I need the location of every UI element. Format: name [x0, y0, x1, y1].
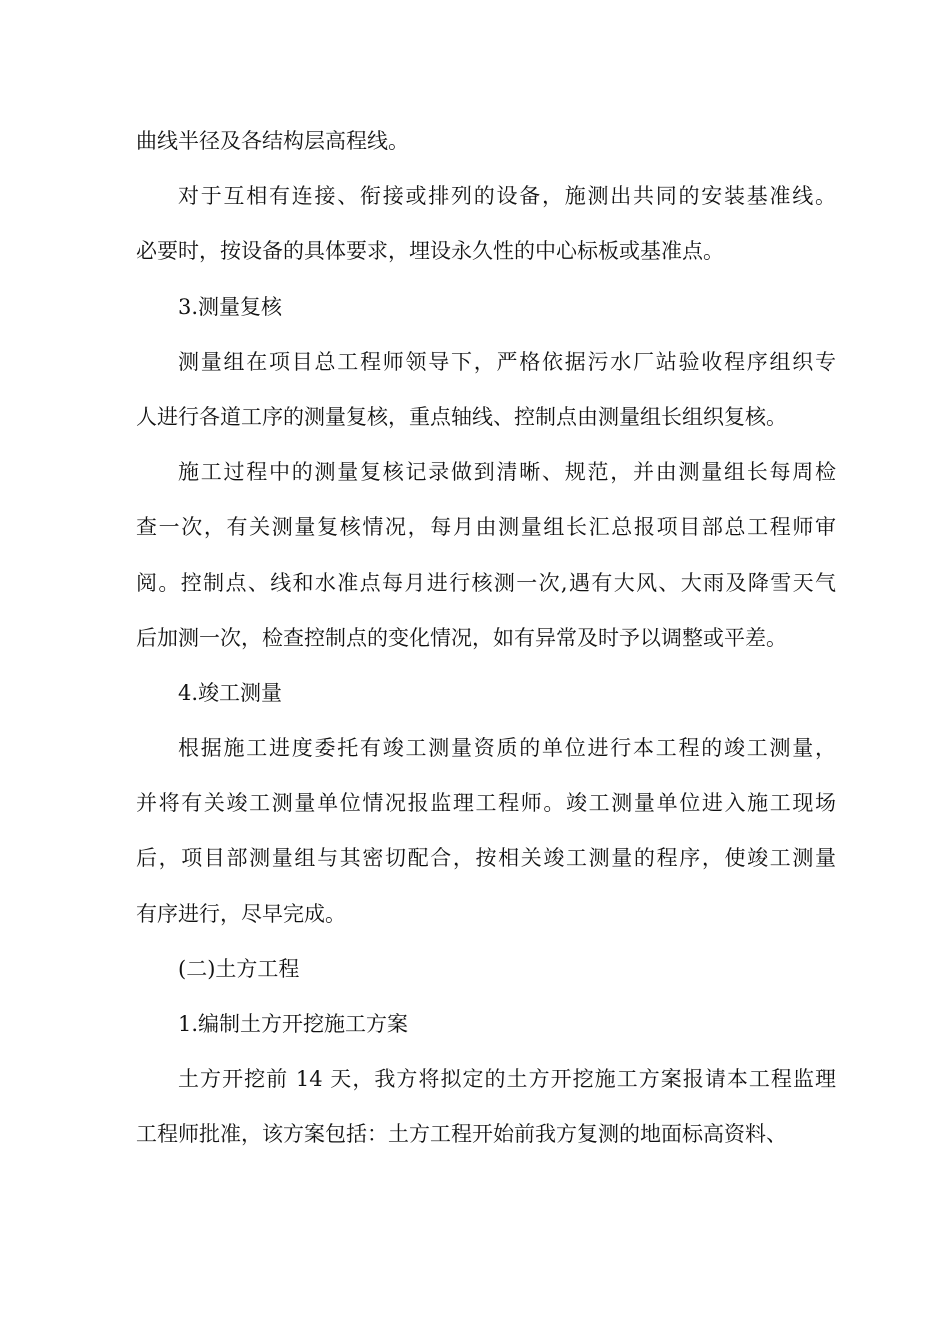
paragraph-equipment-baseline: [136, 169, 836, 279]
text-line: 必要时，按设备的具体要求，埋设永久性的中心标板或基准点。: [136, 239, 724, 264]
text-line: 有序进行，尽早完成。: [136, 901, 346, 926]
heading-survey-review: [136, 280, 836, 335]
heading-completion-survey: [136, 666, 836, 721]
text-line: 工程师批准，该方案包括：土方工程开始前我方复测的地面标高资料、: [136, 1122, 787, 1147]
text-line: 土方开挖前 14 天，我方将拟定的土方开挖施工方案报请本工程监理: [178, 1067, 836, 1092]
text-line: 对于互相有连接、衔接或排列的设备，施测出共同的安装基准线。: [178, 184, 836, 209]
section-heading: 4.竣工测量: [178, 680, 283, 705]
body-text: [136, 114, 836, 1163]
text-line: 查一次，有关测量复核情况，每月由测量组长汇总报项目部总工程师审: [136, 515, 836, 540]
paragraph-completion-survey: [136, 721, 836, 942]
heading-excavation-plan: [136, 997, 836, 1052]
text-line: 施工过程中的测量复核记录做到清晰、规范，并由测量组长每周检: [178, 460, 836, 485]
text-line: 曲线半径及各结构层高程线。: [136, 129, 409, 153]
paragraph-survey-team: [136, 335, 836, 445]
section-heading: (二)土方工程: [178, 956, 300, 981]
paragraph-continuation: [136, 114, 836, 169]
paragraph-review-records: [136, 445, 836, 666]
text-line: 测量组在项目总工程师领导下，严格依据污水厂站验收程序组织专: [178, 349, 836, 374]
text-line: 阅。控制点、线和水准点每月进行核测一次,遇有大风、大雨及降雪天气: [136, 570, 836, 595]
section-heading: 3.测量复核: [178, 294, 283, 319]
text-line: 根据施工进度委托有竣工测量资质的单位进行本工程的竣工测量，: [178, 736, 836, 761]
text-line: 并将有关竣工测量单位情况报监理工程师。竣工测量单位进入施工现场: [136, 791, 836, 816]
paragraph-excavation-plan: [136, 1052, 836, 1162]
text-line: 人进行各道工序的测量复核，重点轴线、控制点由测量组长组织复核。: [136, 404, 787, 429]
section-heading: 1.编制土方开挖施工方案: [178, 1012, 409, 1036]
text-line: 后，项目部测量组与其密切配合，按相关竣工测量的程序，使竣工测量: [136, 846, 836, 871]
text-line: 后加测一次，检查控制点的变化情况，如有异常及时予以调整或平差。: [136, 625, 787, 650]
heading-earthwork: [136, 942, 836, 997]
